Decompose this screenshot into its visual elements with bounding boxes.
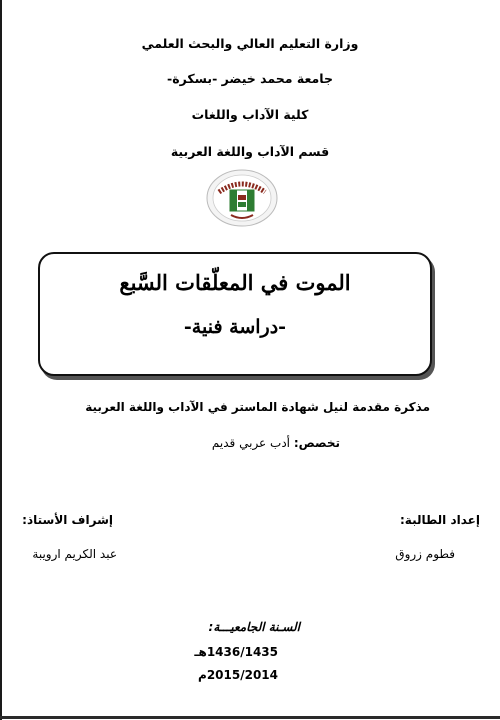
thesis-subtitle: -دراسة فنية- [183,316,287,338]
faculty-line: كلية الآداب واللغات [191,107,309,122]
academic-year-gregorian: 2015/2014م [198,668,278,682]
student-label: إعداد الطالبة: [400,513,480,527]
specialty-value: أدب عربي قديم [211,436,291,450]
thesis-title: الموت في المعلّقات السَّبع [119,270,351,295]
academic-year-label: السـنة الجامعيـــة: [208,620,300,634]
title-box [38,252,432,376]
specialty-label: تخصص: [293,436,340,450]
department-line: قسم الآداب واللغة العربية [170,144,330,159]
specialty-line [212,436,340,450]
supervisor-label: إشراف الأستاذ: [22,513,113,527]
university-seal-icon [205,168,279,228]
academic-year-hijri: 1436/1435هـ [194,645,278,659]
memo-description: مذكرة مقدمة لنيل شهادة الماستر في الآداب واللغة العربية [85,400,430,414]
ministry-line: وزارة التعليم العالي والبحث العلمي [141,36,359,51]
student-name: فطوم زروق [395,547,455,561]
supervisor-name: عبد الكريم ارويبة [32,547,117,561]
university-line: جامعة محمد خيضر -بسكرة- [167,71,333,86]
page-frame-bottom [0,716,500,719]
